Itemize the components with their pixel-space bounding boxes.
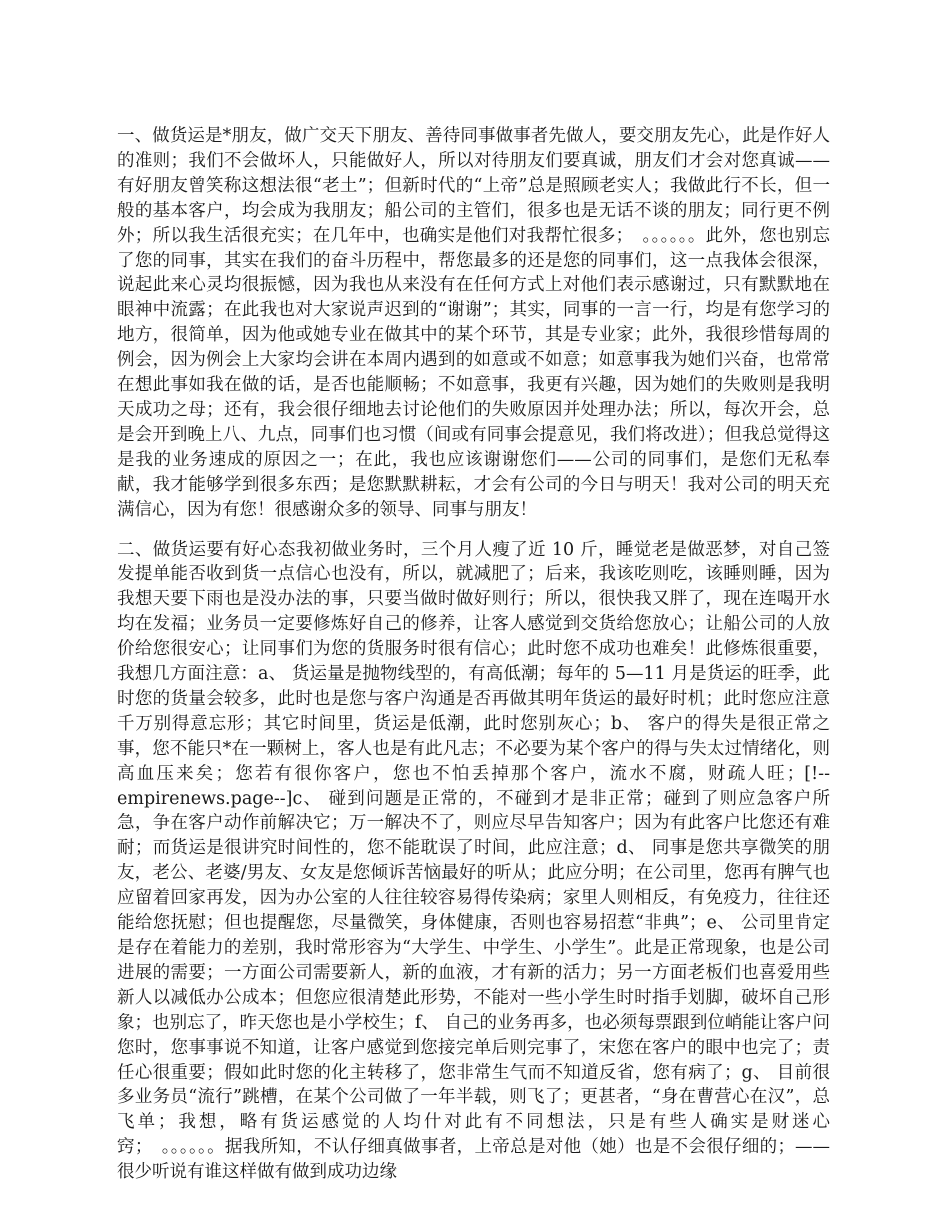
paragraph-2: 二、做货运要有好心态我初做业务时，三个月人瘦了近 10 斤，睡觉老是做恶梦，对自己签发提单能否收到货一点信心也没有，所以，就减肥了；后来，我该吃则吃，该睡则睡，因为我想天要下雨也是没办法的事，只要当做时做好则行；所以，很快我又胖了，现在连喝开水均在发福；业务员一定要修炼好自己的修养，让客人感觉到交货给您放心；让船公司的人放价给您很安心；让同事们为您的货服务时很有信心；此时您不成功也难矣！此修炼很重要，我想几方面注意：a、 货运量是抛物线型的，有高低潮；每年的 5—11 月是货运的旺季，此时您的货量会较多，此时也是您与客户沟通是否再做其明年货运的最好时机；此时您应注意千万别得意忘形；其它时间里，货运是低潮，此时您别灰心；b、 客户的得失是很正常之事，您不能只*在一颗树上，客人也是有此凡志；不必要为某个客户的得与失太过情绪化，则高血压来矣；您若有很你客户，您也不怕丢掉那个客户，流水不腐，财疏人旺；[!--empirenews.page--]c、 碰到问题是正常的，不碰到才是非正常；碰到了则应急客户所急，争在客户动作前解决它；万一解决不了，则应尽早告知客户；因为有此客户比您还有难耐；而货运是很讲究时间性的，您不能耽误了时间，此应注意；d、 同事是您共享微笑的朋友，老公、老婆/男友、女友是您倾诉苦恼最好的听从；此应分明；在公司里，您再有脾气也应留着回家再发，因为办公室的人往往较容易得传染病；家里人则相反，有免疫力，往往还能给您抚慰；但也提醒您，尽量微笑，身体健康，否则也容易招惹“非典”；e、 公司里肯定是存在着能力的差别，我时常形容为“大学生、中学生、小学生”。此是正常现象，也是公司进展的需要；一方面公司需要新人，新的血液，才有新的活力；另一方面老板们也喜爱用些新人以减低办公成本；但您应很清楚此形势，不能对一些小学生时时指手划脚，破坏自己形象；也别忘了，昨天您也是小学校生；f、 自己的业务再多，也必须每票跟到位峭能让客户问您时，您事事说不知道，让客户感觉到您接完单后则完事了，宋您在客户的眼中也完了；责任心很重要；假如此时您的化主转移了，您非常生气而不知道反省，您有病了；g、 目前很多业务员“流行”跳槽，在某个公司做了一年半载，则飞了；更甚者，“身在曹营心在汉”，总飞单；我想，略有货运感觉的人均什对此有不同想法，只是有些人确实是财迷心窍； 。。。。。。据我所知，不认仔细真做事者，上帝总是对他（她）也是不会很仔细的；——很少听说有谁这样做有做到成功边缘 (117, 539, 830, 1183)
paragraph-1: 一、做货运是*朋友，做广交天下朋友、善待同事做事者先做人，要交朋友先心，此是作好人的准则；我们不会做坏人，只能做好人，所以对待朋友们要真诚，朋友们才会对您真诚——有好朋友曾笑称这想法很“老土”；但新时代的“上帝”总是照顾老实人；我做此行不长，但一般的基本客户，均会成为我朋友；船公司的主管们，很多也是无话不谈的朋友；同行更不例外；所以我生活很充实；在几年中，也确实是他们对我帮忙很多； 。。。。。。此外，您也别忘了您的同事，其实在我们的奋斗历程中，帮您最多的还是您的同事们，这一点我体会很深，说起此来心灵均很振憾，因为我也从来没有在任何方式上对他们表示感谢过，只有默默地在眼神中流露；在此我也对大家说声迟到的“谢谢”；其实，同事的一言一行，均是有您学习的地方，很简单，因为他或她专业在做其中的某个环节，其是专业家；此外，我很珍惜每周的例会，因为例会上大家均会讲在本周内遇到的如意或不如意；如意事我为她们兴奋，也常常在想此事如我在做的话，是否也能顺畅；不如意事，我更有兴趣，因为她们的失败则是我明天成功之母；还有，我会很仔细地去讨论他们的失败原因并处理办法；所以，每次开会，总是会开到晚上八、九点，同事们也习惯（间或有同事会提意见，我们将改进）；但我总觉得这是我的业务速成的原因之一；在此，我也应该谢谢您们——公司的同事们，是您们无私奉献，我才能够学到很多东西；是您默默耕耘，才会有公司的今日与明天！我对公司的明天充满信心，因为有您！很感谢众多的领导、同事与朋友！ (117, 126, 830, 520)
document-body (117, 124, 830, 1185)
